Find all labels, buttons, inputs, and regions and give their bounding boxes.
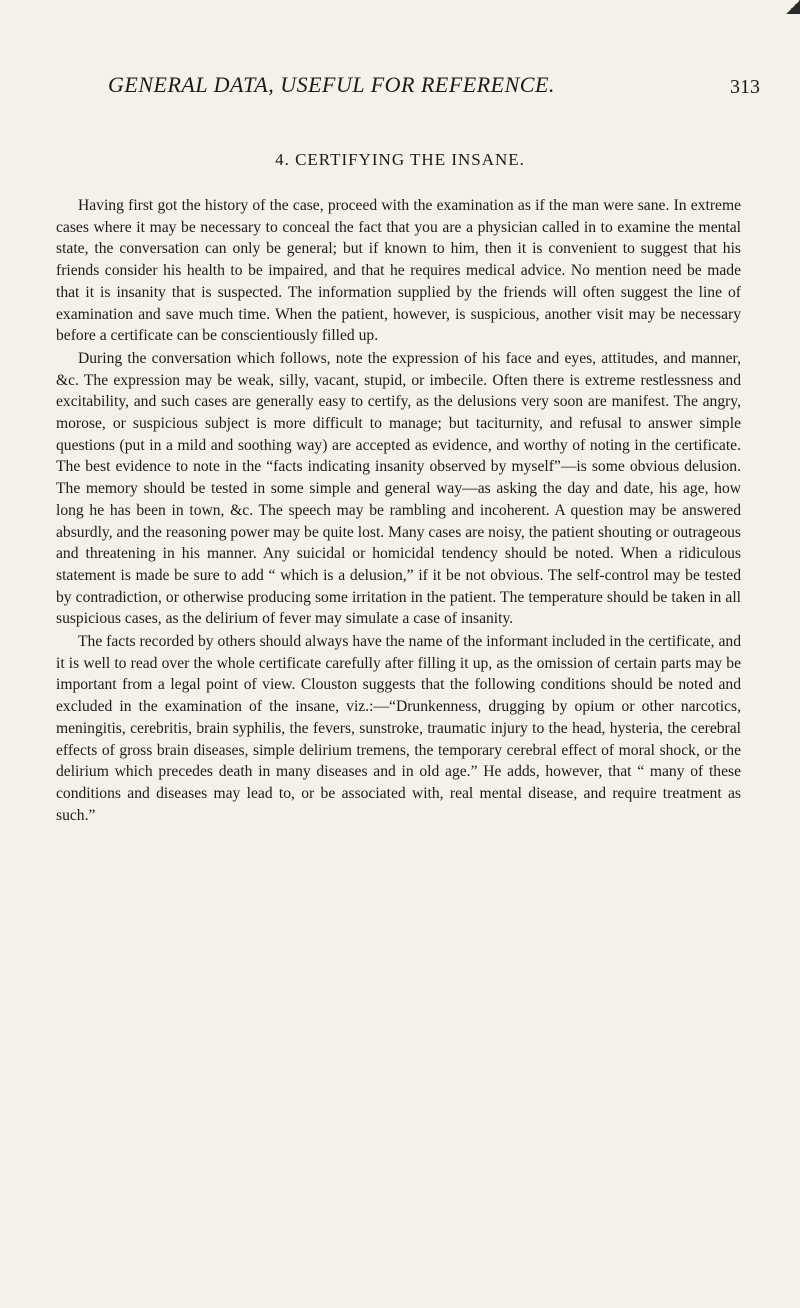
running-head: GENERAL DATA, USEFUL FOR REFERENCE. bbox=[108, 72, 555, 97]
body-text bbox=[56, 195, 741, 826]
paragraph: Having first got the history of the case, proceed with the examination as if the man were sane. In extreme cases where it may be necessary to conceal the fact that you are a physician called in to examine the mental state, the conversation can only be general; but if known to him, then it is convenient to suggest that his friends consider his health to be impaired, and that he requires medical advice. No mention need be made that it is insanity that is suspected. The information supplied by the friends will often suggest the line of examination and save much time. When the patient, however, is suspicious, another visit may be necessary before a certificate can be conscientiously filled up. bbox=[56, 197, 741, 345]
paragraph: During the conversation which follows, note the expression of his face and eyes, attitudes, and manner, &c. The expression may be weak, silly, vacant, stupid, or imbecile. Often there is extreme restlessness and excitability, and such cases are generally easy to certify, as the delusions very soon are manifest. The angry, morose, or suspicious subject is more difficult to manage; but taciturnity, and refusal to answer simple questions (put in a mild and soothing way) are accepted as evidence, and worthy of noting in the certificate. The best evidence to note in the “facts indicating insanity observed by myself”—is some obvious delusion. The memory should be tested in some simple and general way—as asking the day and date, his age, how long he has been in town, &c. The speech may be rambling and incoherent. A question may be answered absurdly, and the reasoning power may be quite lost. Many cases are noisy, the patient shouting or outrageous and threatening in his manner. Any suicidal or homicidal tendency should be noted. When a ridiculous statement is made be sure to add “ which is a delusion,” if it be not obvious. The self-control may be tested by contradiction, or otherwise producing some irritation in the patient. The temperature should be taken in all suspicious cases, as the delirium of fever may simulate a case of insanity. bbox=[56, 349, 741, 628]
section-title: 4. CERTIFYING THE INSANE. bbox=[275, 150, 525, 169]
page-corner-mark bbox=[786, 0, 800, 14]
paragraph: The facts recorded by others should always have the name of the informant included in the certificate, and it is well to read over the whole certificate carefully after filling it up, as the omission of certain parts may be important from a legal point of view. Clouston suggests that the following conditions should be noted and excluded in the examination of the insane, viz.:—“Drunkenness, drugging by opium or other narcotics, meningitis, cerebritis, brain syphilis, the fevers, sunstroke, traumatic injury to the head, hysteria, the cerebral effects of gross brain diseases, simple delirium tremens, the temporary cerebral effect of moral shock, or the delirium which precedes death in many diseases and in old age.” He adds, however, that “ many of these conditions and diseases may lead to, or be associated with, real mental disease, and require treatment as such.” bbox=[56, 633, 741, 824]
page-number: 313 bbox=[730, 76, 760, 98]
